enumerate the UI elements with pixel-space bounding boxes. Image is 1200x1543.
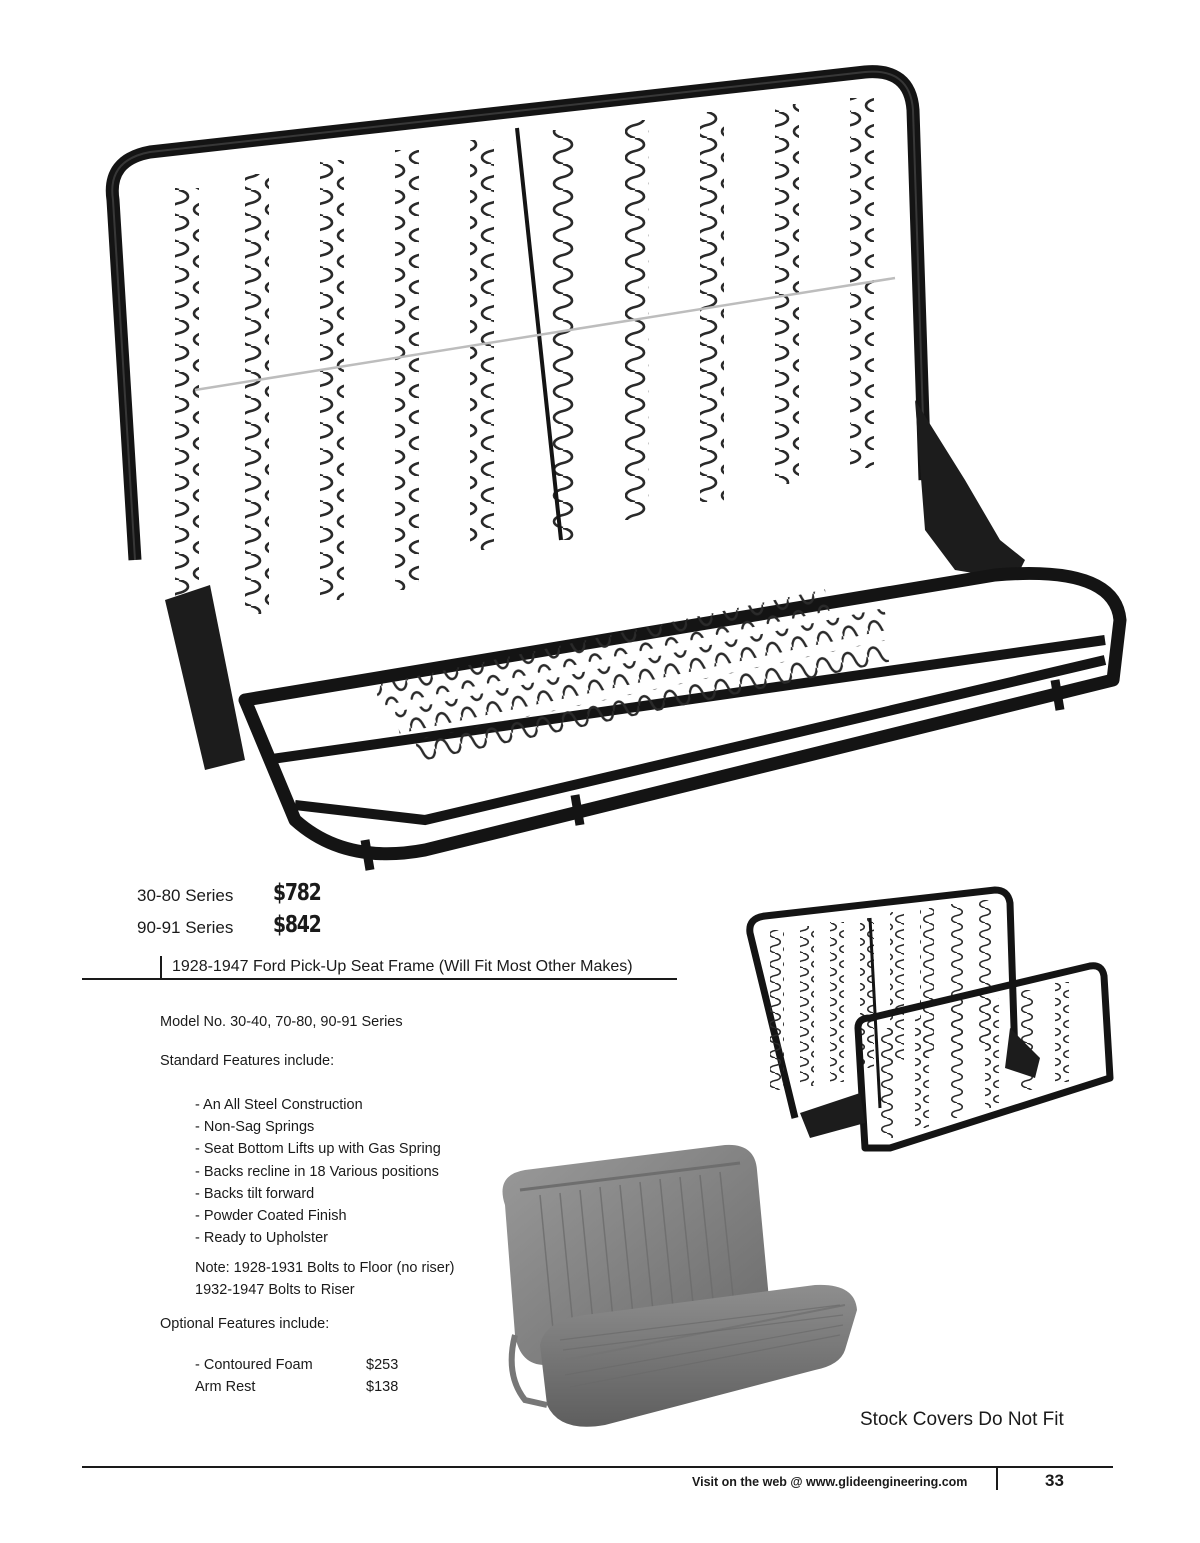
optional-feature-name: Arm Rest [195, 1379, 256, 1395]
feature-item: - Seat Bottom Lifts up with Gas Spring [195, 1141, 441, 1158]
model-number: Model No. 30-40, 70-80, 90-91 Series [160, 1014, 403, 1030]
feature-item: - Non-Sag Springs [195, 1119, 315, 1136]
optional-feature-price: $138 [366, 1379, 399, 1395]
standard-features-heading: Standard Features include: [160, 1053, 335, 1069]
optional-features-heading: Optional Features include: [160, 1316, 330, 1332]
price-value: $782 [273, 880, 321, 906]
seat-frame-folded-image [740, 878, 1120, 1158]
feature-item: - Backs recline in 18 Various positions [195, 1163, 439, 1180]
page-number: 33 [1045, 1471, 1064, 1490]
title-divider [82, 978, 677, 980]
note-line: 1932-1947 Bolts to Riser [195, 1282, 355, 1298]
price-value: $842 [273, 912, 321, 938]
feature-item: - Ready to Upholster [195, 1230, 328, 1247]
product-title: 1928-1947 Ford Pick-Up Seat Frame (Will Fit Most Other Makes) [172, 958, 633, 975]
seat-frame-main-image [95, 60, 1135, 880]
series-label: 30-80 Series [137, 886, 234, 905]
note-line: Note: 1928-1931 Bolts to Floor (no riser) [195, 1260, 455, 1276]
optional-feature-row [195, 1354, 415, 1376]
optional-feature-row [195, 1376, 415, 1398]
footer-separator [996, 1468, 998, 1490]
footer-divider [82, 1466, 1113, 1468]
title-marker [160, 956, 162, 979]
optional-feature-price: $253 [366, 1357, 399, 1373]
upholstered-seat-image [485, 1135, 865, 1435]
mounting-note [195, 1257, 455, 1301]
optional-features-list [195, 1354, 415, 1398]
stock-covers-note: Stock Covers Do Not Fit [860, 1409, 1064, 1430]
series-label: 90-91 Series [137, 918, 234, 937]
footer-website[interactable]: Visit on the web @ www.glideengineering.com [692, 1475, 968, 1489]
feature-item: - An All Steel Construction [195, 1097, 363, 1113]
standard-features-list [195, 1094, 441, 1249]
feature-item: - Powder Coated Finish [195, 1208, 347, 1225]
optional-feature-name: - Contoured Foam [195, 1357, 313, 1373]
feature-item: - Backs tilt forward [195, 1185, 315, 1202]
